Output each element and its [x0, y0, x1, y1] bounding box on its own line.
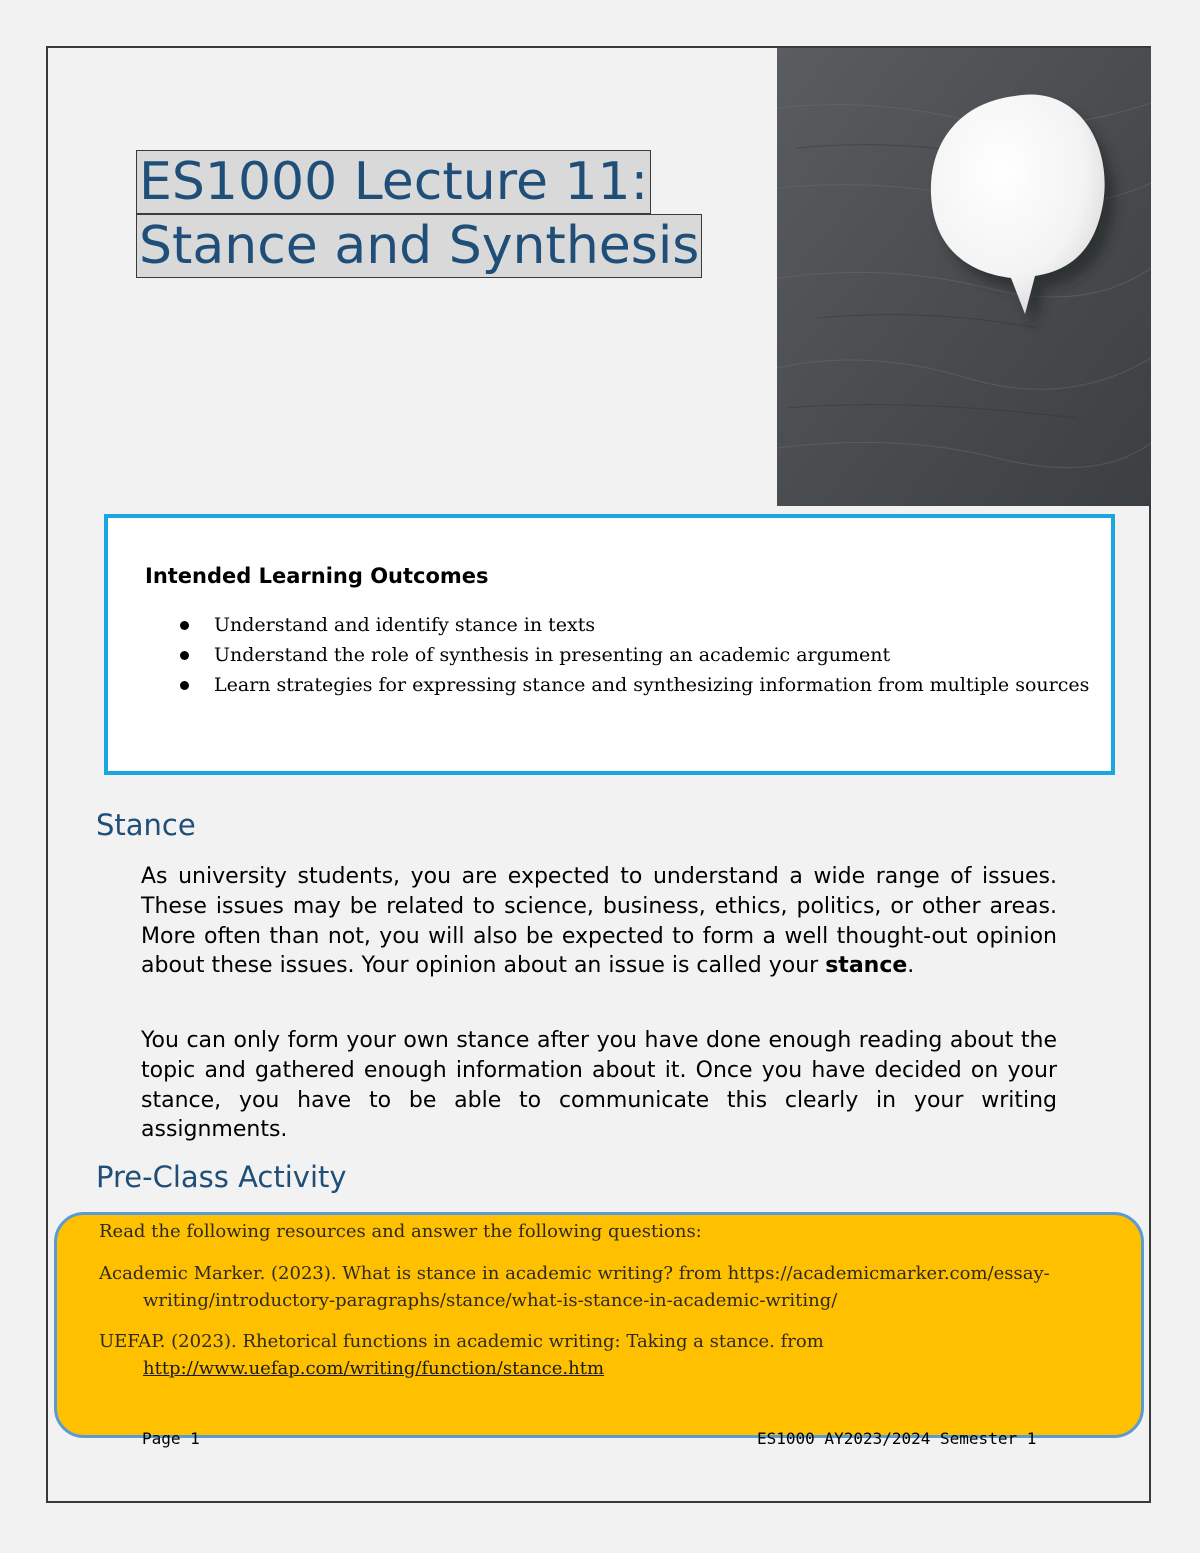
- footer-page-number: Page 1: [142, 1429, 200, 1448]
- stance-paragraph-1-text: As university students, you are expected to understand a wide range of issues. These issues may be related to science, business, ethics, politics, or other areas. More often than not, you will also be expected to form a well thought-out opinion about these issues. Your opinion about an issue is called your: [141, 864, 1057, 979]
- speech-bubble-icon: [777, 48, 1151, 506]
- reference-1-line-2: writing/introductory-paragraphs/stance/what-is-stance-in-academic-writing/: [143, 1290, 838, 1311]
- reference-2-link[interactable]: http://www.uefap.com/writing/function/stance.htm: [143, 1358, 605, 1379]
- learning-outcomes-box: [104, 514, 1115, 775]
- hero-image: [777, 48, 1151, 506]
- stance-bold-term: stance: [825, 953, 908, 979]
- learning-outcomes-list: [174, 610, 1089, 700]
- stance-paragraph-1: [141, 862, 1057, 981]
- list-item-text: Learn strategies for expressing stance and synthesizing information from multiple sources: [214, 674, 1090, 696]
- pre-class-activity-box: [54, 1212, 1144, 1438]
- bullet-icon: [180, 681, 189, 690]
- list-item-text: Understand and identify stance in texts: [214, 614, 596, 636]
- learning-outcomes-heading: Intended Learning Outcomes: [145, 564, 489, 588]
- bullet-icon: [180, 621, 189, 630]
- list-item-text: Understand the role of synthesis in presenting an academic argument: [214, 644, 891, 666]
- pre-class-heading: Pre-Class Activity: [96, 1160, 347, 1194]
- stance-paragraph-2: You can only form your own stance after you have done enough reading about the topic and gathered enough information about it. Once you have decided on your stance, you have to be able to communicate this clearly in your writing assignments.: [141, 1028, 1057, 1143]
- list-item: [174, 610, 1089, 640]
- activity-intro: Read the following resources and answer the following questions:: [99, 1221, 702, 1242]
- footer-course-info: ES1000 AY2023/2024 Semester 1: [757, 1429, 1037, 1448]
- list-item: [174, 670, 1089, 700]
- page-title-line-1: ES1000 Lecture 11:: [136, 150, 651, 214]
- bullet-icon: [180, 651, 189, 660]
- reference-1-line-1: Academic Marker. (2023). What is stance in academic writing? from https://academicmarker.com/essay-: [99, 1263, 1050, 1284]
- reference-2-line-1: UEFAP. (2023). Rhetorical functions in academic writing: Taking a stance. from: [99, 1331, 824, 1352]
- stance-paragraph-1-end: .: [907, 953, 915, 979]
- list-item: [174, 640, 1089, 670]
- page-title-line-2: Stance and Synthesis: [136, 214, 702, 278]
- stance-heading: Stance: [96, 808, 196, 842]
